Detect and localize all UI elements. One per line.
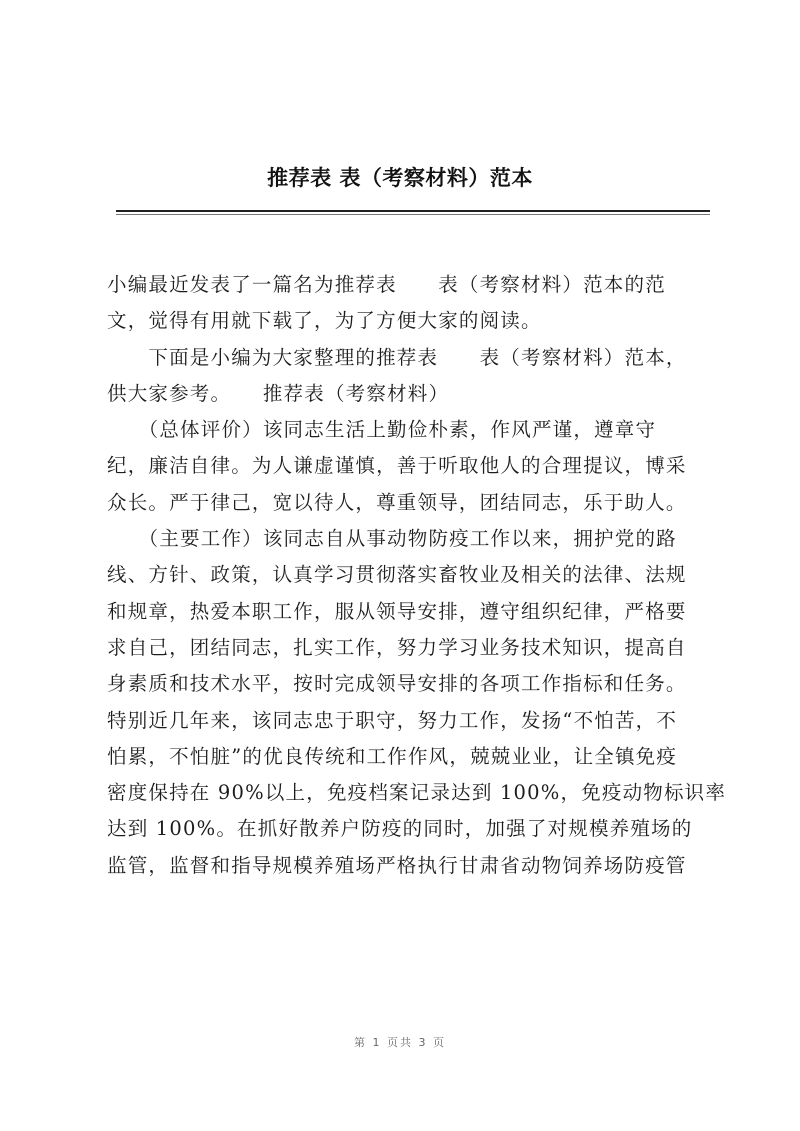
- body-line: 怕累，不怕脏”的优良传统和工作作风，兢兢业业，让全镇免疫: [107, 744, 678, 768]
- title-divider: [116, 210, 710, 212]
- body-line: 小编最近发表了一篇名为推荐表 表（考察材料）范本的范: [107, 273, 666, 296]
- body-line: 求自己，团结同志，扎实工作，努力学习业务技术知识，提高自: [107, 635, 687, 659]
- body-line: （主要工作）该同志自从事动物防疫工作以来，拥护党的路: [107, 527, 677, 551]
- body-line: 达到 100%。在抓好散养户防疫的同时，加强了对规模养殖场的: [107, 817, 693, 841]
- body-line: 供大家参考。 推荐表（考察材料）: [107, 381, 450, 405]
- document-body: [107, 267, 727, 884]
- body-line: 和规章，热爱本职工作，服从领导安排，遵守组织纪律，严格要: [107, 599, 687, 623]
- body-line: 文，觉得有用就下载了，为了方便大家的阅读。: [107, 309, 542, 333]
- body-line: 众长。严于律己，宽以待人，尊重领导，团结同志，乐于助人。: [107, 490, 687, 514]
- body-line: 线、方针、政策，认真学习贯彻落实畜牧业及相关的法律、法规: [107, 563, 687, 587]
- body-line: 纪，廉洁自律。为人谦虚谨慎，善于听取他人的合理提议，博采: [107, 454, 687, 478]
- body-line: 密度保持在 90%以上，免疫档案记录达到 100%，免疫动物标识率: [107, 781, 727, 805]
- page-number-footer: 第 1 页共 3 页: [354, 1036, 446, 1049]
- body-line: 身素质和技术水平，按时完成领导安排的各项工作指标和任务。: [107, 672, 687, 696]
- document-title: 推荐表 表（考察材料）范本: [267, 165, 533, 190]
- body-line: （总体评价）该同志生活上勤俭朴素，作风严谨，遵章守: [107, 418, 657, 442]
- body-line: 特别近几年来，该同志忠于职守，努力工作，发扬“不怕苦，不: [107, 708, 678, 732]
- body-line: 下面是小编为大家整理的推荐表 表（考察材料）范本，: [107, 345, 687, 369]
- body-line: 监管，监督和指导规模养殖场严格执行甘肃省动物饲养场防疫管: [107, 853, 687, 877]
